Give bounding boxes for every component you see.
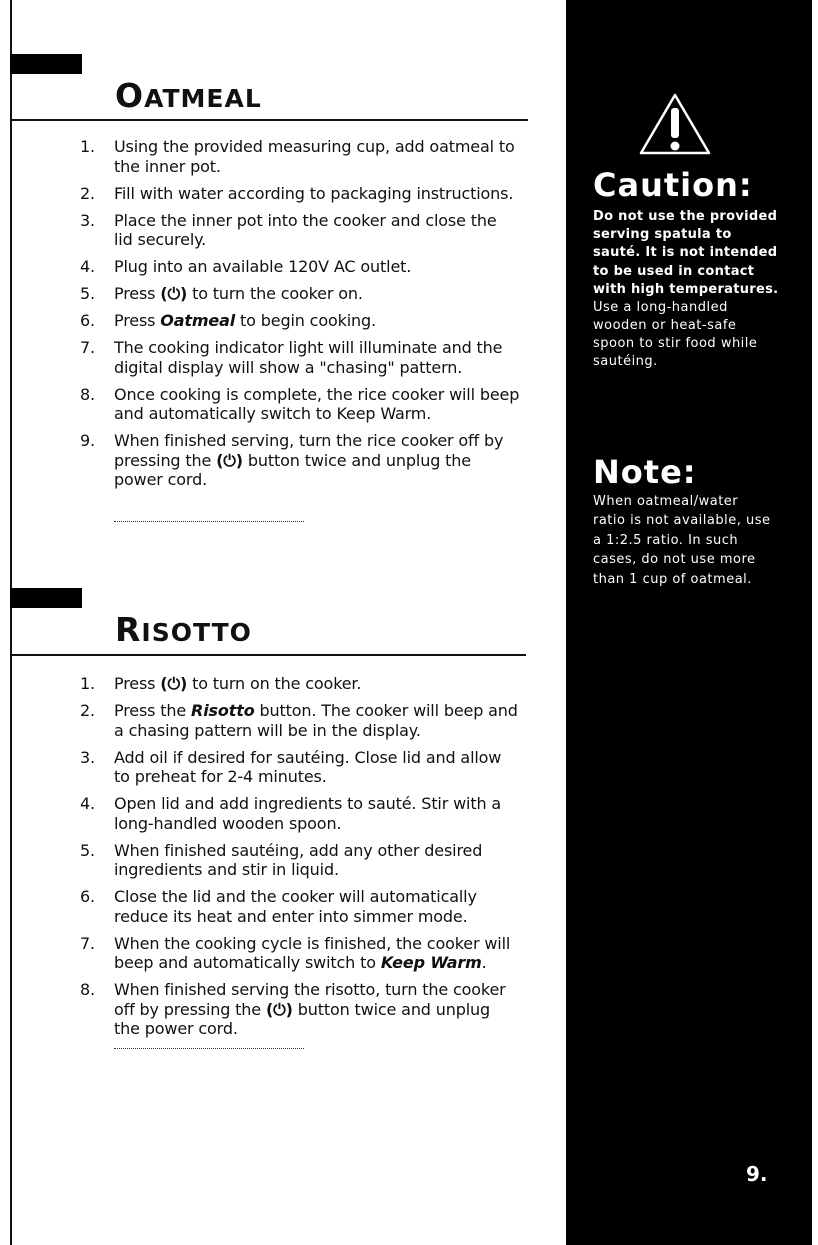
step-item xyxy=(80,137,520,176)
step-text xyxy=(114,701,518,740)
step-item xyxy=(80,431,520,490)
step-number: 7. xyxy=(80,933,95,953)
step-number: 4. xyxy=(80,257,95,276)
step-number: 1. xyxy=(80,674,95,693)
step-text xyxy=(114,284,363,303)
step-text: Open lid and add ingredients to sauté. Stir with a long-handled wooden spoon. xyxy=(114,794,502,833)
step-number: 6. xyxy=(80,311,95,330)
step-item xyxy=(80,311,520,331)
step-text-post: button. The cooker will beep and a chasing pattern will be in the display. xyxy=(114,701,518,740)
oatmeal-section-tab xyxy=(10,54,82,74)
step-item xyxy=(80,980,520,1039)
step-text xyxy=(114,980,506,1038)
step-text: Place the inner pot into the cooker and close the lid securely. xyxy=(114,210,497,249)
step-number: 4. xyxy=(80,794,95,813)
step-item xyxy=(80,211,520,250)
step-text-pre: When the cooking cycle is finished, the cooker will beep and automatically switch to xyxy=(114,933,511,972)
step-text-post: button twice and unplug the power cord. xyxy=(114,999,491,1038)
step-text: Add oil if desired for sautéing. Close lid and allow to preheat for 2-4 minutes. xyxy=(114,747,502,786)
step-number: 9. xyxy=(80,431,95,450)
note-text: When oatmeal/water ratio is not available, use a 1:2.5 ratio. In such cases, do not use more than 1 cup of oatmeal. xyxy=(593,494,771,587)
power-icon: (⏻) xyxy=(216,450,243,470)
oatmeal-steps-list xyxy=(80,137,520,497)
oatmeal-dotted-divider xyxy=(114,521,304,522)
step-text-post: . xyxy=(481,953,487,972)
step-text: Fill with water according to packaging instructions. xyxy=(114,183,514,203)
risotto-section-tab xyxy=(10,588,82,608)
page-number: 9. xyxy=(746,1162,768,1186)
step-text-post: button twice and unplug the power cord. xyxy=(114,450,471,489)
caution-text: Use a long-handled wooden or heat-safe spoon to stir food while sautéing. xyxy=(593,300,758,369)
step-item xyxy=(80,184,520,204)
step-text xyxy=(114,431,503,489)
step-number: 5. xyxy=(80,284,95,303)
step-number: 7. xyxy=(80,338,95,357)
risotto-steps-list xyxy=(80,674,520,1046)
step-item xyxy=(80,674,520,694)
step-text xyxy=(114,311,376,330)
step-number: 1. xyxy=(80,137,95,156)
button-name-emphasis: Keep Warm xyxy=(380,953,482,972)
step-text: Once cooking is complete, the rice cooker will beep and automatically switch to Keep Warm. xyxy=(114,384,520,423)
step-text xyxy=(114,674,361,693)
step-text-pre: Press xyxy=(114,311,161,330)
power-icon: (⏻) xyxy=(160,284,188,303)
power-icon: (⏻) xyxy=(160,674,188,693)
button-name-emphasis: Risotto xyxy=(191,701,255,720)
step-number: 2. xyxy=(80,183,95,203)
left-margin-rule xyxy=(10,0,12,1245)
step-item xyxy=(80,794,520,833)
step-text-post: to turn the cooker on. xyxy=(187,284,363,303)
warning-triangle-icon xyxy=(638,92,712,156)
step-number: 5. xyxy=(80,840,95,860)
step-text: When finished sautéing, add any other desired ingredients and stir in liquid. xyxy=(114,840,483,879)
step-number: 3. xyxy=(80,210,95,230)
note-title: Note: xyxy=(593,453,697,491)
step-text-pre: Press the xyxy=(114,701,192,720)
step-number: 6. xyxy=(80,887,95,906)
oatmeal-title: OATMEAL xyxy=(115,76,262,115)
step-item xyxy=(80,748,520,787)
step-item xyxy=(80,284,520,304)
step-item xyxy=(80,385,520,424)
step-text: The cooking indicator light will illuminate and the digital display will show a "chasing" pattern. xyxy=(114,338,503,377)
button-name-emphasis: Oatmeal xyxy=(160,311,236,330)
step-text: Plug into an available 120V AC outlet. xyxy=(114,257,412,276)
step-number: 8. xyxy=(80,980,95,999)
step-number: 3. xyxy=(80,747,95,767)
step-number: 2. xyxy=(80,701,95,720)
caution-title: Caution: xyxy=(593,166,753,204)
caution-bold-text: Do not use the provided serving spatula to sauté. It is not intended to be used in contact with high temperatures. xyxy=(593,209,779,297)
step-text-post: to begin cooking. xyxy=(235,311,376,330)
step-item xyxy=(80,934,520,973)
step-number: 8. xyxy=(80,384,95,404)
power-icon: (⏻) xyxy=(265,999,293,1019)
step-item xyxy=(80,257,520,277)
step-text-post: to turn on the cooker. xyxy=(187,674,362,693)
step-text-pre: When finished serving, turn the rice cooker off by pressing the xyxy=(114,431,504,470)
step-item xyxy=(80,841,520,880)
right-edge-strip xyxy=(814,0,818,1245)
step-text-pre: When finished serving the risotto, turn the cooker off by pressing the xyxy=(114,980,506,1019)
step-text xyxy=(114,934,510,973)
step-item xyxy=(80,701,520,740)
step-text-pre: Press xyxy=(114,674,161,693)
oatmeal-title-rule xyxy=(10,119,528,121)
risotto-dotted-divider xyxy=(114,1048,304,1049)
step-text: Using the provided measuring cup, add oatmeal to the inner pot. xyxy=(114,137,515,176)
risotto-title-rule xyxy=(10,654,526,656)
risotto-title: RISOTTO xyxy=(115,610,252,649)
step-item xyxy=(80,887,520,926)
step-text: Close the lid and the cooker will automatically reduce its heat and enter into simmer mode. xyxy=(114,887,477,926)
step-item xyxy=(80,338,520,377)
step-text-pre: Press xyxy=(114,284,161,303)
